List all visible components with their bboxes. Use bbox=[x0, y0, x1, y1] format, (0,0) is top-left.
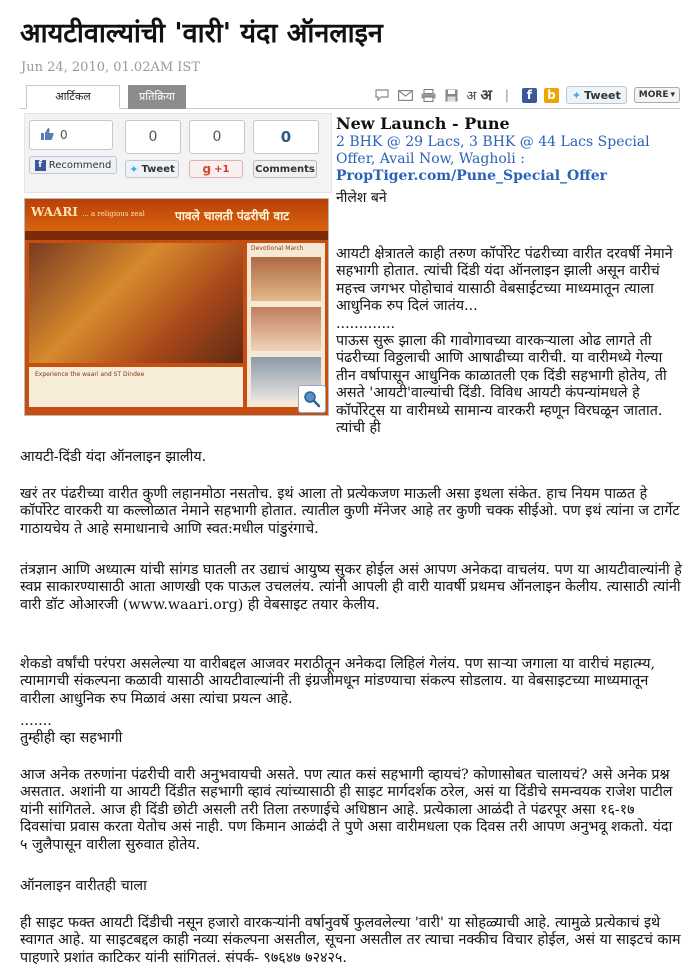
tweet-button-label: Tweet bbox=[141, 163, 175, 175]
article-dateline: Jun 24, 2010, 01.02AM IST bbox=[21, 60, 201, 75]
comments-button-label: Comments bbox=[255, 163, 315, 175]
font-size-control[interactable] bbox=[466, 85, 492, 105]
gplus-count-box bbox=[189, 120, 245, 154]
thumbs-up-icon bbox=[40, 127, 54, 144]
comment-icon[interactable] bbox=[374, 88, 390, 102]
sponsored-ad[interactable] bbox=[336, 114, 676, 185]
facebook-icon[interactable]: f bbox=[522, 88, 537, 103]
twitter-bird-icon: ✦ bbox=[129, 162, 139, 176]
tweet-widget bbox=[125, 120, 181, 178]
body-paragraph: पाऊस सुरू झाला की गावोगावच्या वारकऱ्याला ओढ लागते ती पंढरीच्या विठ्ठलाची आणि आषाढीच्या वारीची. या वारीमध्ये गेल्या तीन वर्षापासून आधुनिक काळातली एक दिंडी सहभागी होतेय, ती असते 'आयटी'वाल्यांची दिंडी. विविध आयटी कंपन्यांमधले हे कॉर्पोरेट्स या वारीमध्ये सामान्य वारकरी म्हणून विरघळून जातात. त्यांची ही bbox=[336, 333, 667, 437]
lead-paragraph: आयटी क्षेत्रातले काही तरुण कॉर्पोरेट पंढरीच्या वारीत दरवर्षी नेमाने सहभागी होतात. त्यांची दिंडी यंदा ऑनलाइन झाली असून वारीचं महत्त्व जगभर पोहोचावं यासाठी वेबसाईटच्या माध्यमातून त्याला आधुनिक रुप दिलं जातंय... bbox=[336, 246, 673, 315]
body-paragraph: ही साइट फक्त आयटी दिंडीची नसून हजारो वारकऱ्यांनी वर्षानुवर्षे फुलवलेल्या 'वारी' या सोहळ्याची आहे. त्यामुळे प्रत्येकाचं इथे स्वागत आहे. या साइटबद्दल काही नव्या संकल्पना असतील, सूचना असतील तर त्याचा नक्कीच विचार होईल, असं या साइटचं काम पाहणारे प्रशांत काटिकर यांनी सांगितलं. संपर्क- ९७६४७ ७२४२५. bbox=[20, 915, 681, 966]
separator-dots: ............. bbox=[336, 315, 396, 332]
print-icon[interactable] bbox=[420, 88, 436, 102]
tweet-share-label: Tweet bbox=[584, 88, 621, 102]
tweet-count: 0 bbox=[148, 129, 158, 145]
comments-button[interactable] bbox=[253, 160, 317, 178]
gplus-widget bbox=[189, 120, 245, 178]
facebook-recommend-label: Recommend bbox=[48, 159, 112, 171]
tab-comments[interactable]: प्रतिक्रिया bbox=[128, 85, 186, 109]
body-paragraph: खरं तर पंढरीच्या वारीत कुणी लहानमोठा नसतोच. इथं आला तो प्रत्येकजण माऊली असा इथला संकेत. हाच नियम पाळत हे कॉर्पोरेट वारकरी या कल्लोळात नेमाने सहभागी होतात. त्यातील कुणी मॅनेजर आहे तर कुणी चक्क सीईओ. पण इथं त्यांना ज टार्गेट गाठायचेय ते आहे समाधानाचे आणि स्वत:मधील पांडुरंगाचे. bbox=[20, 486, 680, 537]
photo-thumb bbox=[251, 257, 321, 301]
comments-widget bbox=[253, 120, 319, 178]
chevron-down-icon: ▾ bbox=[670, 90, 675, 100]
separator-dots: ....... bbox=[20, 713, 52, 729]
tweet-button[interactable] bbox=[125, 160, 179, 178]
comments-count-box bbox=[253, 120, 319, 154]
waari-logo-text: WAARI bbox=[31, 205, 78, 219]
facebook-count-box bbox=[29, 120, 113, 150]
waari-logo-tagline: ... a religious zeal bbox=[82, 210, 145, 218]
body-paragraph: तंत्रज्ञान आणि अध्यात्म यांची सांगड घातली तर उद्याचं आयुष्य सुकर होईल असं आपण अनेकदा वाचलंय. पण या आयटीवाल्यांनी हे स्वप्न साकारण्यासाठी आता आणखी एक पाऊल उचललंय. त्यांनी आपली ही वारी यावर्षी प्रथमच ऑनलाइन केलीय. त्यासाठी त्यांनी वारी डॉट ओआरजी (www.waari.org) ही वेबसाइट तयार केलीय. bbox=[20, 562, 682, 613]
ad-link[interactable]: PropTiger.com/Pune_Special_Offer bbox=[336, 168, 608, 184]
subheading: तुम्हीही व्हा सहभागी bbox=[20, 730, 123, 746]
comments-count: 0 bbox=[280, 128, 292, 146]
article-toolbar bbox=[374, 84, 680, 106]
gplus-count: 0 bbox=[212, 129, 222, 145]
tweet-share-button[interactable] bbox=[566, 86, 627, 104]
body-paragraph: आज अनेक तरुणांना पंढरीची वारी अनुभवायची असते. पण त्यात कसं सहभागी व्हायचं? कोणासोबत चालायचं? असे अनेक प्रश्न असतात. अशांनी या आयटी दिंडीत सहभागी व्हावं त्यांच्यासाठी ही साइट मार्गदर्शक ठरेल, असं या दिंडीचे समन्वयक राजेश पाटील यांनी सांगितले. आज ही दिंडी छोटी असली तरी तिला तरुणाईचे अधिष्ठान आहे. प्रत्येकाला आळंदी ते पंढरपूर असा १६-१७ दिवसांचा प्रवास करता येतोच असं नाही. पण किमान आळंदी ते पुणे असा वारीमधला एक दिवस तरी आपण अनुभवू शकतो. यंदा ५ जुलैपासून वारीला सुरुवात होतेय. bbox=[20, 767, 673, 853]
body-paragraph: शेकडो वर्षांची परंपरा असलेल्या या वारीबद्दल आजवर मराठीतून अनेकदा लिहिलं गेलंय. पण साऱ्या जगाला या वारीचं महात्म्य, त्यामागची संकल्पना कळावी यासाठी आयटीवाल्यांनी ती इंग्रजीमधून मांडण्याचा संकल्प सोडलाय. या वेबसाइटच्या माध्यमातून वारीला आधुनिक रुप मिळावं असा त्यांचा प्रयत्न आहे. bbox=[20, 656, 656, 707]
waari-logo bbox=[31, 205, 145, 219]
article-headline: आयटीवाल्यांची 'वारी' यंदा ऑनलाइन bbox=[20, 18, 383, 49]
social-share-panel bbox=[24, 113, 332, 193]
article-byline: नीलेश बने bbox=[336, 190, 387, 206]
google-plus-icon: g bbox=[202, 162, 212, 176]
gplus-button[interactable] bbox=[189, 160, 243, 178]
zoom-icon[interactable] bbox=[298, 385, 326, 413]
blogger-icon[interactable]: b bbox=[544, 88, 559, 103]
photo-side-panel bbox=[247, 243, 325, 407]
article-tab-bar bbox=[20, 84, 680, 109]
article-lead-column bbox=[336, 246, 676, 437]
facebook-count: 0 bbox=[60, 128, 68, 142]
separator-icon: | bbox=[504, 88, 509, 102]
tab-article[interactable]: आर्टिकल bbox=[26, 85, 120, 109]
body-paragraph-end: आयटी-दिंडी यंदा ऑनलाइन झालीय. bbox=[20, 449, 207, 465]
subheading: ऑनलाइन वारीतही चाला bbox=[20, 878, 147, 894]
article-photo[interactable] bbox=[24, 198, 329, 416]
facebook-widget bbox=[29, 120, 117, 174]
save-icon[interactable] bbox=[443, 88, 459, 102]
photo-nav-strip bbox=[25, 231, 328, 240]
photo-side-heading: Devotional March bbox=[251, 245, 304, 252]
photo-thumb bbox=[251, 307, 321, 351]
ad-title[interactable]: New Launch - Pune bbox=[336, 114, 510, 133]
more-share-button[interactable] bbox=[634, 87, 680, 103]
photo-caption: Experience the waari and ST Dindee bbox=[35, 371, 145, 378]
tweet-count-box bbox=[125, 120, 181, 154]
facebook-small-icon: f bbox=[35, 160, 46, 171]
photo-deity-image bbox=[29, 243, 243, 363]
email-icon[interactable] bbox=[397, 88, 413, 102]
facebook-recommend-button[interactable] bbox=[29, 156, 117, 174]
photo-caption-box bbox=[29, 367, 243, 407]
photo-banner-text: पावले चालती पंढरीची वाट bbox=[175, 209, 290, 223]
twitter-bird-icon: ✦ bbox=[571, 88, 582, 102]
more-share-label: MORE bbox=[638, 90, 669, 100]
font-small-label[interactable]: अ bbox=[466, 89, 477, 104]
ad-text[interactable]: 2 BHK @ 29 Lacs, 3 BHK @ 44 Lacs Special Offer, Avail Now, Wagholi : bbox=[336, 134, 650, 167]
font-large-label[interactable]: अ bbox=[480, 86, 492, 104]
gplus-button-label: +1 bbox=[214, 163, 230, 175]
